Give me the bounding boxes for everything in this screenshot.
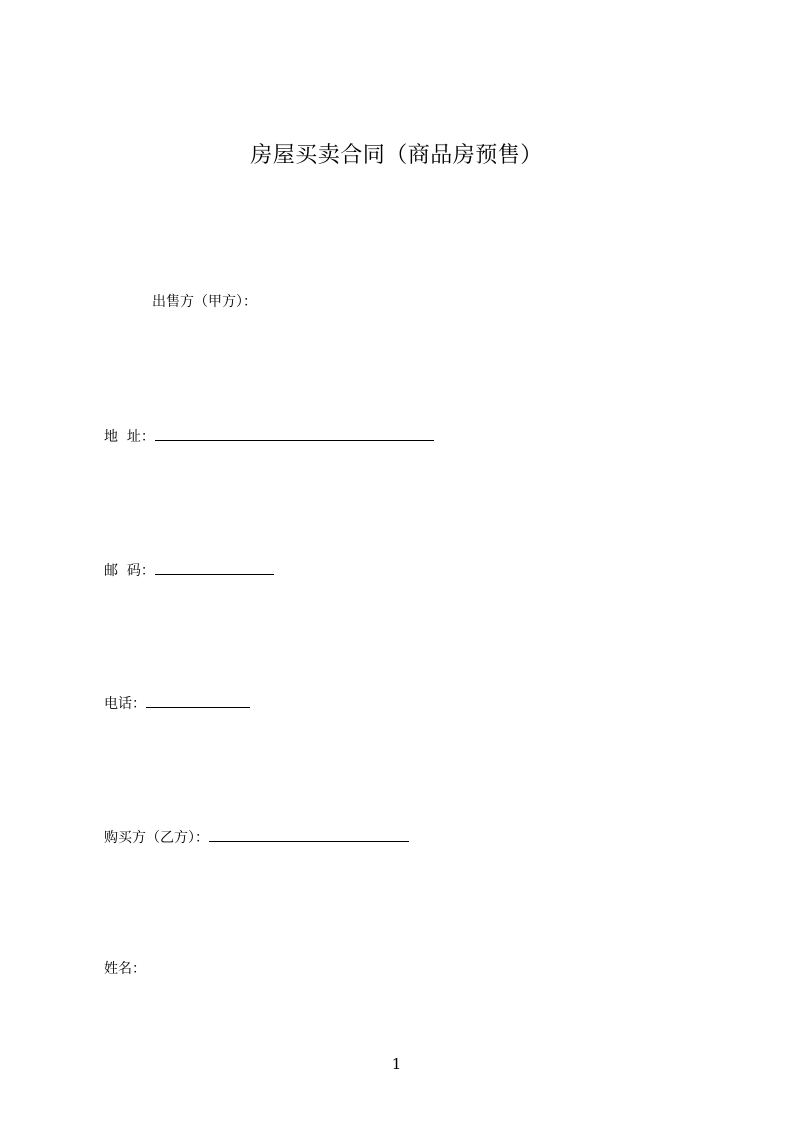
buyer-blank-line xyxy=(209,826,409,842)
seller-label: 出售方（甲方）： xyxy=(152,294,257,310)
name-label: 姓名： xyxy=(104,961,146,977)
page-number: 1 xyxy=(391,1055,402,1073)
phone-blank-line xyxy=(146,692,250,708)
postcode-label: 邮 码： xyxy=(104,563,155,579)
postcode-blank-line xyxy=(155,559,274,575)
address-field xyxy=(104,425,434,447)
seller-field xyxy=(152,292,257,312)
document-title: 房屋买卖合同（商品房预售） xyxy=(250,143,543,168)
phone-field xyxy=(104,692,250,714)
buyer-label: 购买方（乙方）： xyxy=(104,830,209,846)
address-blank-line xyxy=(155,425,434,441)
name-field xyxy=(104,959,146,979)
buyer-field xyxy=(104,826,409,848)
phone-label: 电话： xyxy=(104,696,146,712)
postcode-field xyxy=(104,559,274,581)
address-label: 地 址： xyxy=(104,429,155,445)
